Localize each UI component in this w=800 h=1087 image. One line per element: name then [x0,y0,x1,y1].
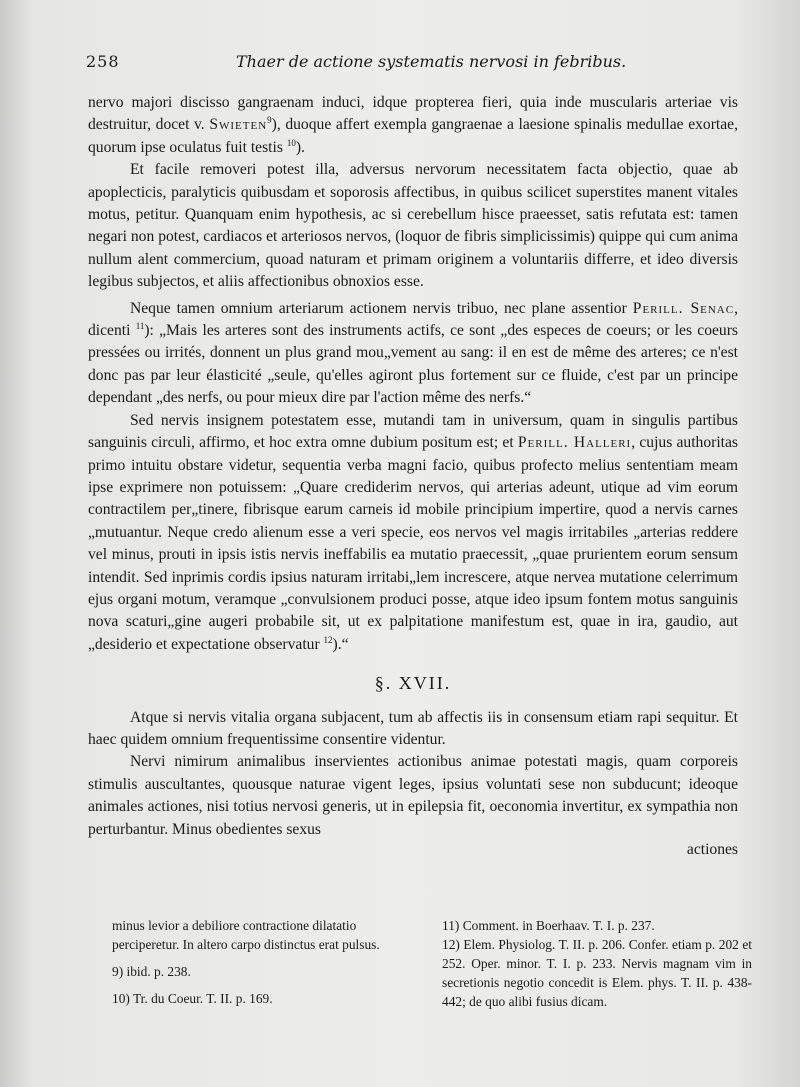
footnote-11: 11) Comment. in Boerhaav. T. I. p. 237. [442,918,655,933]
footnote-ref: 10 [286,137,296,148]
paragraph-1: nervo majori discisso gangraenam induci, idque propterea fieri, quia inde muscularis arteriae vis destruitur, docet v. Swieten$^9$), duoque affert exempla gangraenae a laesione spinalis medullae exortae, quorum ipse oculatus fuit testis $^{10}$). [88,94,738,156]
paragraph-2: Et facile removeri potest illa, adversus nervorum necessitatem facta objectio, quae ab apoplecticis, paralyticis quibusdam et soporosis affectibus, in quibus scilicet superstites manent vitales motus, petitur. Quanquam enim hypothesis, ac si cerebellum hisce praeesset, satis refutata est: tamen negari non potest, cardiacos et arteriosos nervos, (loquor de fibris simplicissimis) quippe qui cum anima nullum alent commercium, quoad naturam et primam originem a voluntariis differre, et ideo diversis legibus subjectos, et aliis affectionibus obnoxios esse. [88,161,738,291]
paragraph-6: Nervi nimirum animalibus inservientes actionibus animae potestati magis, quam corporeis stimulis auscultantes, quousque naturae vigent leges, ipsius voluntati sese non subducunt; ideoque animales actiones, nisi totius nervosi generis, ut in epilepsia fit, oeconomia invertitur, ex sympathia non perturbantur. Minus obedientes sexus [88,753,738,838]
footnote-continuation: minus levior a debiliore contractione dilatatio perciperetur. In altero carpo distinctus erat pulsus. [112,918,380,952]
section-heading: §. XVII. [374,673,452,694]
running-title: Thaer de actione systematis nervosi in febribus. [236,52,627,71]
main-text [88,92,738,861]
footnote-ref: 12 [323,634,333,645]
paragraph-5: Atque si nervis vitalia organa subjacent, tum ab affectis iis in consensum etiam rapi sequitur. Et haec quidem omnium frequentissime consentire videntur. [88,708,738,748]
footnote-ref: 9 [267,115,272,126]
footnotes-left-column [112,916,412,1008]
paragraph-3: Neque tamen omnium arteriarum actionem nervis tribuo, nec plane assentior Perill. Senac, dicenti $^{11}$): „Mais les arteres sont des instruments actifs, ce sont „des especes de coeurs; or les coeurs pressées ou irrités, donnent un plus grand mou„vement au sang: il en est de même des arteres; ce n'est donc pas par leur élasticité „seule, qu'elles agiront plus fortement sur ce fluide, c'est par un principe dependant „des nerfs, ou pour mieux dire par l'action même des nerfs.“ [88,299,738,407]
footnote-12: 12) Elem. Physiolog. T. II. p. 206. Confer. etiam p. 202 et 252. Oper. minor. T. I. p. 233. Nervis magnam vim in secretionis negotio concedit is Elem. phys. T. II. p. 438-442; de quo alibi fusius dicam. [442,937,752,1009]
page-number: 258 [86,52,120,71]
footnote-ref: 11 [135,321,145,332]
page-header [86,52,706,78]
paragraph-4: Sed nervis insignem potestatem esse, mutandi tam in universum, quam in singulis partibus sanguinis circuli, affirmo, et hoc extra omne dubium positum est; et Perill. Halleri, cujus authoritas primo intuitu obstare videtur, sequentia verba magni facio, quibus profecto melius sententiam meam ipse exprimere non potuissem: „Quare crediderim nervos, qui arterias adeunt, utique ad vim eorum contractilem per„tinere, fibrisque earum carneis id mobile principium impertire, quod a nervis carnes „mutuantur. Neque credo alienum esse a veri specie, eos nervos vel magis irritabiles „arterias reddere vel minus, prouti in ipsis istis nervis ineffabilis ea mutatio praecessit, „quae prurientem eorum sensum intendit. Sed inprimis cordis ipsius naturam irritabi„lem increscere, atque nervea mutatione celerrimum ejus organi motum, veramque „convulsionem produci posse, atque ideo ipsum fontem motus sanguinis nova scaturi„gine augeri probabile sit, ut ex palpitatione manifestum est, quae in ira, gaudio, aut „desiderio et expectatione observatur $^{12}$).“ [88,411,738,653]
footnote-9: 9) ibid. p. 238. [112,964,191,979]
author-name: Perill. Halleri [517,434,632,452]
footnote-10: 10) Tr. du Coeur. T. II. p. 169. [112,991,273,1006]
catchword: actiones [686,841,738,858]
french-quotation: ): „Mais les arteres sont des instruments actifs, ce sont „des especes de coeurs; or les coeurs pressées ou irrités, donnent un plus grand mou„vement au sang: il en est de même des arteres; ce n'est donc pas par leur élasticité „seule, qu'elles agiront plus fortement sur ce fluide, c'est par un principe dependant „des nerfs, ou pour mieux dire par l'action même des nerfs.“ [88,322,738,407]
latin-quotation: , cujus authoritas primo intuitu obstare videtur, sequentia verba magni facio, quibus profecto melius sententiam meam ipse exprimere non potuissem: „Quare crediderim nervos, qui arterias adeunt, utique ad vim eorum contractilem per„tinere, fibrisque earum carneis id mobile principium impertire, quod a nervis carnes „mutuantur. Neque credo alienum esse a veri specie, eos nervos vel magis irritabiles „arterias reddere vel minus, prouti in ipsis istis nervis ineffabilis ea mutatio praecessit, „quae prurientem eorum sensum intendit. Sed inprimis cordis ipsius naturam irritabi„lem increscere, atque nervea mutatione celerrimum ejus organi motum, veramque „convulsionem produci posse, atque ideo ipsum fontem motus sanguinis nova scaturi„gine augeri probabile sit, ut ex palpitatione manifestum est, quae in ira, gaudio, aut „desiderio et expectatione observatur [88,434,738,653]
author-name: Perill. Senac [632,299,735,317]
author-name: Swieten [209,116,268,134]
footnotes-right-column [442,916,752,1011]
